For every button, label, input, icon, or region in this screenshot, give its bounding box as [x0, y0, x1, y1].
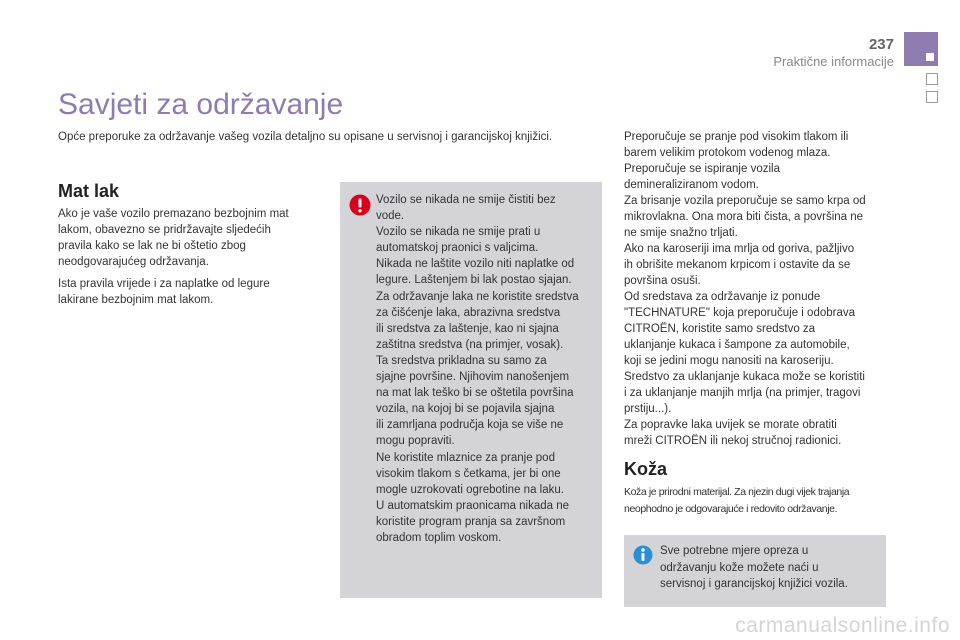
cleaning-advice-text: Preporučuje se pranje pod visokim tlakom ili barem velikim protokom vodenog mlaza. Preporučuje se ispiranje vozila demineraliziranom vodom. Za brisanje vozila preporučuje se samo krpa od mikrovlakna. Ona mora biti čista, a površina ne ne smije snažno trljati. Ako na karoseriji ima mrlja od goriva, pažljivo ih obrišite mekanom krpicom i ostavite da se površina osuši. Od sredstava za održavanje iz ponude "TECHNATURE" koja preporučuje i odobrava CITROËN, koristite samo sredstvo za uklanjanje kukaca i šampone za automobile, koji se jedini mogu nanositi na karoseriju. Sredstvo za uklanjanje kukaca može se koristiti i za uklanjanje manjih mrlja (na primjer, tragovi prstiju...). Za popravke laka uvijek se morate obratiti mreži CITROËN ili nekoj stručnoj radionici.	[624, 131, 866, 447]
warning-exclamation-icon	[349, 194, 371, 216]
info-icon	[633, 545, 653, 565]
mat-lak-paragraph: Ista pravila vrijede i za naplatke od legure lakirane bezbojnim mat lakom.	[58, 278, 270, 306]
warning-box	[340, 182, 602, 598]
watermark: carmanualsonline.info	[735, 614, 950, 637]
chapter-tab-marker	[926, 53, 934, 61]
mat-lak-paragraph: Ako je vaše vozilo premazano bezbojnim mat lakom, obavezno se pridržavajte sljedećih pravila kako se lak ne bi oštetio zbog neodgovarajućeg održavanja.	[58, 208, 289, 268]
page-title: Savjeti za održavanje	[58, 88, 344, 121]
intro-text: Opće preporuke za održavanje vašeg vozila detaljno su opisane u servisnoj i garancijskoj knjižici.	[58, 131, 553, 143]
info-box	[624, 535, 886, 607]
chapter-indicator-empty	[926, 91, 938, 103]
warning-text: Vozilo se nikada ne smije čistiti bez vode. Vozilo se nikada ne smije prati u automatskoj praonici s valjcima. Nikada ne laštite vozilo niti naplatke od legure. Laštenjem bi lak postao sjajan. Za održavanje laka ne koristite sredstva za čišćenje laka, abrazivna sredstva ili sredstva za laštenje, kao ni sjajna zaštitna sredstva (na primjer, vosak). Ta sredstva prikladna su samo za sjajne površine. Njihovim nanošenjem na mat lak teško bi se oštetila površina vozila, na kojoj bi se pojavila sjajna ili zamrljana područja koja se više ne mogu popraviti. Ne koristite mlaznice za pranje pod visokim tlakom s četkama, jer bi one mogle uzrokovati ogrebotine na laku. U automatskim praonicama nikada ne koristite program pranja sa završnom obradom toplim voskom.	[376, 194, 579, 544]
chapter-tab	[904, 32, 938, 66]
koza-heading: Koža	[624, 459, 668, 479]
section-label: Praktične informacije	[773, 54, 894, 69]
info-text: Sve potrebne mjere opreza u održavanju kože možete naći u servisnoj i garancijskoj knjižici vozila.	[660, 545, 848, 590]
page-number: 237	[868, 36, 894, 53]
mat-lak-heading: Mat lak	[58, 181, 120, 201]
koza-text: Koža je prirodni materijal. Za njezin dugi vijek trajanja neophodno je odgovarajuće i redovito održavanje.	[624, 486, 850, 515]
chapter-indicator-empty	[926, 73, 938, 85]
